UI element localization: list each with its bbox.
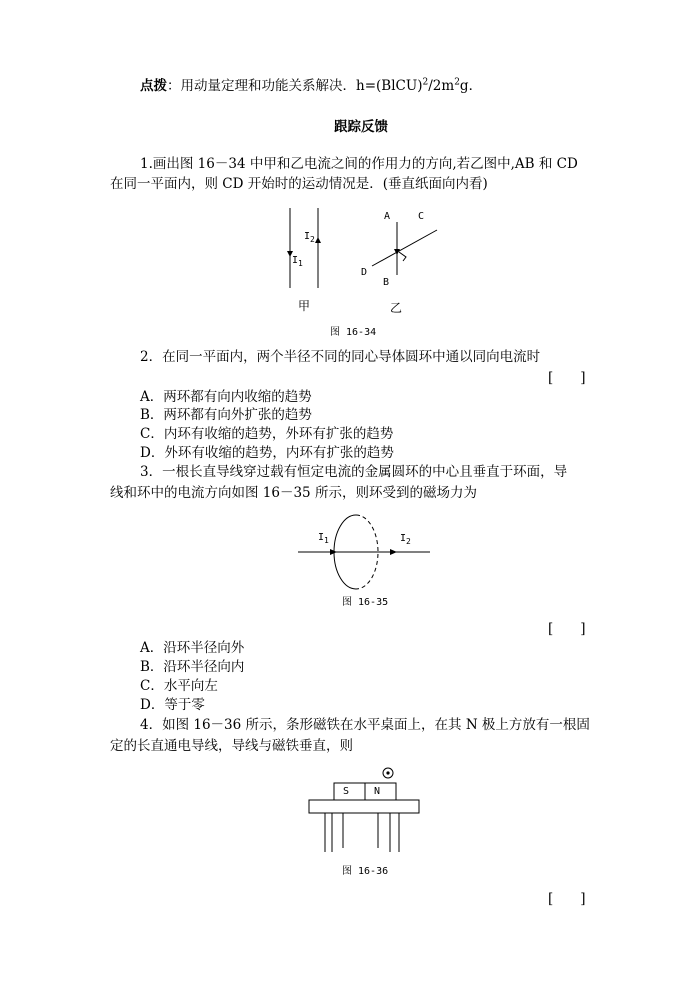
fig36-caption: 图 16-36 (342, 866, 389, 877)
fig35-label-i2: $I_2$ (400, 533, 411, 546)
fig34-caption: 图 16-34 (330, 327, 377, 338)
q3-option-b: B．沿环半径向内 (140, 659, 245, 675)
q3-answer-bracket: [ ] (548, 621, 586, 637)
hint-mid: /2m (428, 78, 455, 94)
fig35-label-i1: $I_1$ (318, 532, 329, 545)
q3-option-a: A．沿环半径向外 (140, 640, 245, 656)
q3-option-d: D．等于零 (140, 697, 205, 713)
magnet-label-s: S (343, 786, 350, 797)
fig35-caption: 图 16-35 (342, 597, 389, 608)
q3-option-c: C．水平向左 (140, 678, 218, 694)
hint-text: ：用动量定理和功能关系解决．h=(BlCU) (167, 78, 423, 94)
q2-answer-bracket: [ ] (548, 370, 586, 386)
hint-sup-2: 2 (454, 77, 460, 88)
fig34-label-i2: $I_2$ (304, 231, 315, 244)
q1-line-1: 1.画出图 16－34 中甲和乙电流之间的作用力的方向,若乙图中,AB 和 CD (140, 156, 578, 172)
q2-option-c: C．内环有收缩的趋势，外环有扩张的趋势 (140, 426, 394, 442)
q2-option-d: D．外环有收缩的趋势，内环有扩张的趋势 (140, 445, 394, 461)
q2-option-a: A．两环都有向内收缩的趋势 (140, 389, 312, 405)
q4-line-2: 定的长直通电导线，导线与磁铁垂直，则 (110, 738, 353, 754)
q3-line-2: 线和环中的电流方向如图 16－35 所示，则环受到的磁场力为 (110, 485, 477, 501)
fig34-label-d: D (361, 267, 368, 278)
fig34-label-c: C (418, 211, 425, 222)
fig34-label-jia: 甲 (298, 299, 311, 313)
q4-line-1: 4．如图 16－36 所示，条形磁铁在水平桌面上，在其 N 极上方放有一根固 (140, 717, 590, 733)
table-top (309, 800, 419, 813)
q3-line-1: 3．一根长直导线穿过载有恒定电流的金属圆环的中心且垂直于环面，导 (140, 464, 568, 480)
q2-stem: 2．在同一平面内，两个半径不同的同心导体圆环中通以同向电流时 (140, 349, 541, 365)
section-title: 跟踪反馈 (334, 119, 388, 135)
hint-end: g． (459, 78, 483, 94)
hint-label: 点拨 (140, 78, 167, 94)
fig34-label-yi: 乙 (390, 301, 403, 315)
magnet-label-n: N (374, 786, 381, 797)
q2-option-b: B．两环都有向外扩张的趋势 (140, 407, 312, 423)
fig34-label-a: A (384, 211, 391, 222)
q4-answer-bracket: [ ] (548, 891, 586, 907)
fig34-label-i1: $I_1$ (292, 255, 303, 268)
fig34-label-b: B (383, 277, 390, 288)
q1-line-2: 在同一平面内，则 CD 开始时的运动情况是．(垂直纸面向内看) (110, 176, 488, 192)
hint-sup-1: 2 (422, 77, 429, 88)
